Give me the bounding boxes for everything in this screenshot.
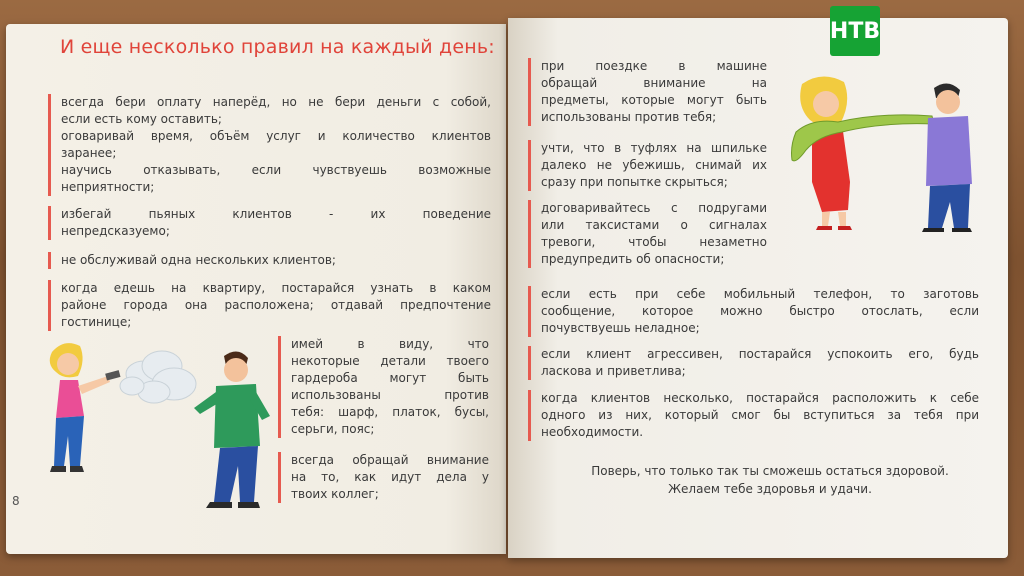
rule-payment-group bbox=[48, 94, 491, 196]
rule-line: если есть кому оставить; bbox=[61, 112, 222, 126]
rule-line: всегда бери оплату наперёд, но не бери деньги с собой, bbox=[61, 95, 491, 109]
rule-line: при поездке в машине bbox=[541, 59, 767, 73]
rule-line: когда клиентов несколько, постарайся расположить к себе bbox=[541, 391, 979, 405]
rule-line: тебя: шарф, платок, бусы, bbox=[291, 405, 489, 419]
rule-line: сразу при попытке скрыться; bbox=[541, 175, 728, 189]
rule-drunk-clients bbox=[48, 206, 491, 240]
rule-line: гостинице; bbox=[61, 315, 132, 329]
rule-line: почувствуешь неладное; bbox=[541, 321, 700, 335]
rule-line: не обслуживай одна нескольких клиентов; bbox=[61, 253, 336, 267]
rule-line: предупредить об опасности; bbox=[541, 252, 725, 266]
rule-wardrobe bbox=[278, 336, 489, 438]
rule-line: использованы против тебя; bbox=[541, 110, 717, 124]
rule-line: твоих коллег; bbox=[291, 487, 379, 501]
rule-line: ласкова и приветлива; bbox=[541, 364, 686, 378]
rule-line: использованы против bbox=[291, 388, 489, 402]
rule-line: обращай внимание на bbox=[541, 76, 767, 90]
rule-line: если есть при себе мобильный телефон, то заготовь bbox=[541, 287, 979, 301]
ntv-logo: НТВ bbox=[830, 6, 880, 56]
rule-line: на то, как идут дела у bbox=[291, 470, 489, 484]
rule-aggressive bbox=[528, 346, 979, 380]
rule-car bbox=[528, 58, 767, 126]
rule-line: серьги, пояс; bbox=[291, 422, 375, 436]
rule-apartment bbox=[48, 280, 491, 331]
rule-line: оговаривай время, объём услуг и количество клиентов bbox=[61, 129, 491, 143]
pepper-spray-illustration bbox=[34, 336, 274, 516]
rule-line: гардероба могут быть bbox=[291, 371, 489, 385]
rule-line: некоторые детали твоего bbox=[291, 354, 489, 368]
rule-line: одного из них, который смог бы вступиться за тебя при bbox=[541, 408, 979, 422]
rule-line: сообщение, которое можно быстро отослать, если bbox=[541, 304, 979, 318]
scarf-illustration bbox=[782, 72, 982, 232]
rule-line: избегай пьяных клиентов - их поведение bbox=[61, 207, 491, 221]
rule-line: тревоги, чтобы незаметно bbox=[541, 235, 767, 249]
rule-multiple-clients bbox=[48, 252, 491, 269]
rule-line: научись отказывать, если чувствуешь возможные bbox=[61, 163, 491, 177]
closing-line: Желаем тебе здоровья и удачи. bbox=[668, 482, 872, 496]
rule-line: необходимости. bbox=[541, 425, 644, 439]
rule-signals bbox=[528, 200, 767, 268]
rule-line: заранее; bbox=[61, 146, 117, 160]
rule-line: районе города она расположена; отдавай предпочтение bbox=[61, 298, 491, 312]
rule-line: неприятности; bbox=[61, 180, 155, 194]
rule-phone bbox=[528, 286, 979, 337]
rule-line: учти, что в туфлях на шпильке bbox=[541, 141, 767, 155]
rule-line: предметы, которые могут быть bbox=[541, 93, 767, 107]
rule-line: непредсказуемо; bbox=[61, 224, 170, 238]
rule-line: если клиент агрессивен, постарайся успокоить его, будь bbox=[541, 347, 979, 361]
rule-line: договаривайтесь с подругами bbox=[541, 201, 767, 215]
rule-line: или таксистами о сигналах bbox=[541, 218, 767, 232]
rule-heels bbox=[528, 140, 767, 191]
page-number: 8 bbox=[12, 494, 20, 508]
closing-line: Поверь, что только так ты сможешь остаться здоровой. bbox=[591, 464, 949, 478]
rule-line: имей в виду, что bbox=[291, 337, 489, 351]
rule-line: всегда обращай внимание bbox=[291, 453, 489, 467]
closing-text bbox=[560, 462, 980, 498]
rule-line: далеко не убежишь, снимай их bbox=[541, 158, 767, 172]
rule-colleagues bbox=[278, 452, 489, 503]
rule-line: когда едешь на квартиру, постарайся узнать в каком bbox=[61, 281, 491, 295]
rule-several-clients bbox=[528, 390, 979, 441]
page-title: И еще несколько правил на каждый день: bbox=[60, 36, 495, 58]
